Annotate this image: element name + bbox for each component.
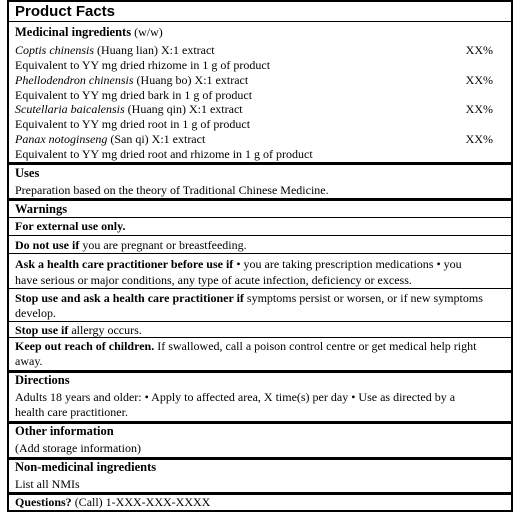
directions-line-2: health care practitioner. [15,405,128,419]
warning-stop-and-ask [15,291,483,305]
row-divider [9,337,511,338]
ingredient-amount: XX% [465,43,493,57]
ingredient-latin-name: Phellodendron chinensis [15,73,134,87]
warning-do-not-use-label: Do not use if [15,238,80,252]
product-facts-panel [7,0,513,512]
ingredient-latin-name: Panax notoginseng [15,132,108,146]
warning-ask-practitioner [15,257,462,271]
nmi-heading-text: Non-medicinal ingredients [15,460,157,474]
ingredient-latin-name: Coptis chinensis [15,43,95,57]
ingredient-amount: XX% [465,132,493,146]
ingredient-row [15,102,243,116]
ingredient-equivalent: Equivalent to YY mg dried bark in 1 g of product [15,88,253,102]
nmi-heading [15,460,156,474]
warning-do-not-use-text: you are pregnant or breastfeeding. [79,238,247,252]
warnings-heading-text: Warnings [15,202,68,216]
warning-stop-use [15,323,142,337]
other-info-heading [15,424,114,438]
section-divider [9,198,511,201]
warning-stop-ask-continuation: develop. [15,306,56,320]
warning-stop-text: allergy occurs. [68,323,142,337]
warning-stop-label: Stop use if [15,323,69,337]
ingredient-row [15,43,215,57]
uses-heading [15,166,39,180]
ingredient-description: (Huang bo) X:1 extract [136,73,249,87]
ingredient-equivalent: Equivalent to YY mg dried root and rhizome in 1 g of product [15,147,313,161]
section-divider [9,370,511,373]
ingredient-description: (Huang qin) X:1 extract [127,102,243,116]
directions-heading [15,373,70,387]
ingredient-amount: XX% [465,73,493,87]
ingredient-row [15,73,248,87]
warning-stop-ask-text: symptoms persist or worsen, or if new symptoms [243,291,483,305]
questions-phone: (Call) 1-XXX-XXX-XXXX [71,495,211,509]
ingredient-latin-name: Scutellaria baicalensis [15,102,125,116]
row-divider [9,235,511,236]
warning-ask-continuation: have serious or major conditions, any type of acute infection, deficiency or excess. [15,273,412,287]
nmi-text: List all NMIs [15,477,80,491]
warning-keep-label: Keep out reach of children. [15,339,155,353]
medicinal-heading-note: (w/w) [134,25,163,39]
directions-line-1: Adults 18 years and older: • Apply to affected area, X time(s) per day • Use as directed by a [15,390,456,404]
ingredient-row [15,132,205,146]
section-divider [9,162,511,165]
row-divider [9,253,511,254]
ingredient-description: (Huang lian) X:1 extract [97,43,215,57]
ingredient-equivalent: Equivalent to YY mg dried root in 1 g of product [15,117,251,131]
warning-stop-ask-label: Stop use and ask a health care practitioner if [15,291,244,305]
medicinal-heading: Medicinal ingredients [15,25,132,39]
warnings-heading [15,202,67,216]
row-divider [9,288,511,289]
warning-external-use [15,219,125,233]
warning-keep-continuation: away. [15,354,43,368]
row-divider [9,321,511,322]
warning-keep-text: If swallowed, call a poison control centre or get medical help right [154,339,477,353]
warning-do-not-use [15,238,247,252]
row-divider [9,217,511,218]
directions-heading-text: Directions [15,373,70,387]
questions-label: Questions? [15,495,72,509]
warning-external-text: For external use only. [15,219,126,233]
warning-keep-out [15,339,476,353]
ingredient-amount: XX% [465,102,493,116]
uses-text: Preparation based on the theory of Traditional Chinese Medicine. [15,183,329,197]
medicinal-heading-line [15,25,163,39]
warning-ask-text: • you are taking prescription medications • you [233,257,462,271]
uses-heading-text: Uses [15,166,40,180]
panel-title: Product Facts [15,3,116,20]
questions-line [15,495,210,509]
ingredient-equivalent: Equivalent to YY mg dried rhizome in 1 g of product [15,58,271,72]
ingredient-description: (San qi) X:1 extract [110,132,206,146]
warning-ask-label: Ask a health care practitioner before use if [15,257,234,271]
title-bar [9,2,511,22]
other-info-heading-text: Other information [15,424,114,438]
other-info-text: (Add storage information) [15,441,141,455]
